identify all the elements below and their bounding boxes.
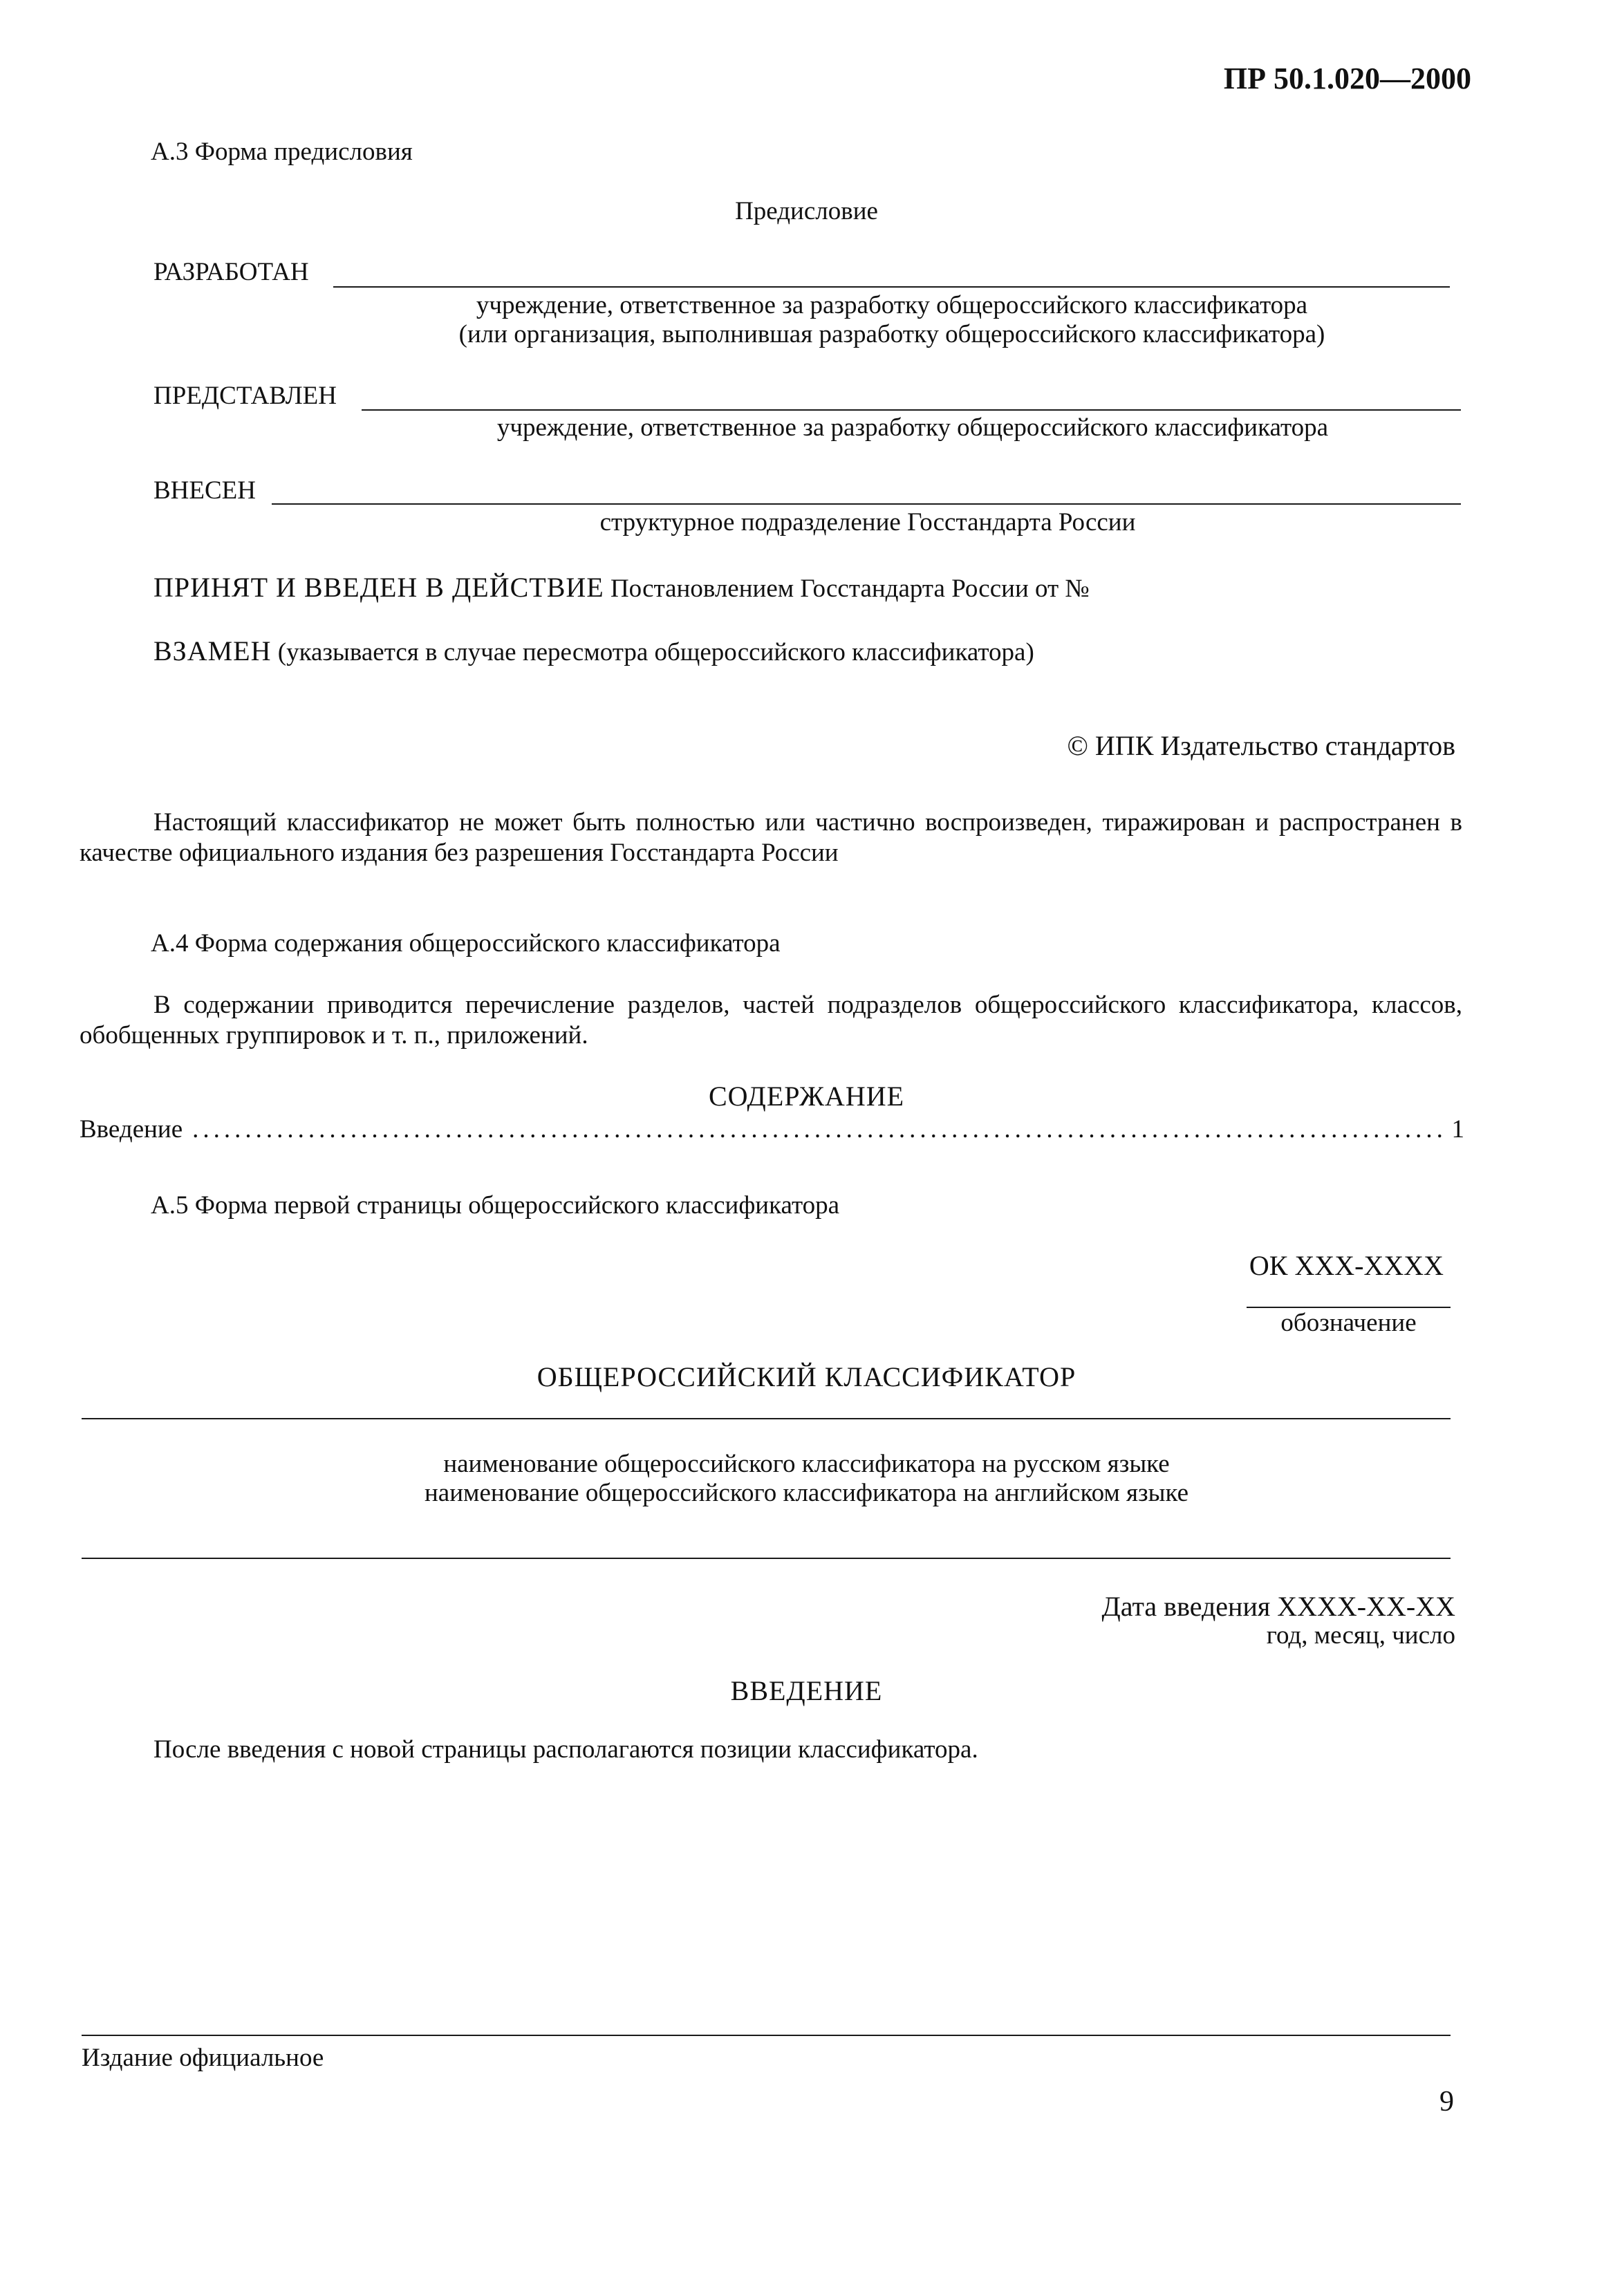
document-code: ПР 50.1.020—2000 <box>1223 62 1471 95</box>
toc-leader-dots <box>192 1114 1442 1145</box>
developed-label: РАЗРАБОТАН <box>153 258 309 286</box>
official-edition-label: Издание официальное <box>82 2044 324 2072</box>
presented-hint: учреждение, ответственное за разработку общероссийского классификатора <box>496 413 1329 442</box>
introduction-title: ВВЕДЕНИЕ <box>730 1675 883 1706</box>
section-a3-heading: А.3 Форма предисловия <box>151 138 413 166</box>
classifier-name-ru: наименование общероссийского классификатора на русском языке <box>443 1450 1170 1478</box>
classifier-title: ОБЩЕРОССИЙСКИЙ КЛАССИФИКАТОР <box>537 1361 1076 1392</box>
classifier-name-en: наименование общероссийского классификатора на английском языке <box>425 1479 1188 1507</box>
name-bottom-line <box>82 1558 1451 1559</box>
footer-line <box>82 2035 1451 2036</box>
contents-title: СОДЕРЖАНИЕ <box>708 1081 905 1112</box>
developed-hint-2: (или организация, выполнившая разработку общероссийского классификатора) <box>458 320 1325 348</box>
replaced-label: ВЗАМЕН <box>153 635 272 666</box>
name-top-line <box>82 1418 1451 1419</box>
adopted-label: ПРИНЯТ И ВВЕДЕН В ДЕЙСТВИЕ <box>153 572 604 603</box>
classifier-code: ОК ХХХ-ХХХХ <box>1249 1250 1444 1281</box>
toc-entry <box>80 1114 1464 1145</box>
presented-label: ПРЕДСТАВЛЕН <box>153 382 337 410</box>
developed-line <box>333 286 1450 288</box>
introduction-text: После введения с новой страницы располагаются позиции классификатора. <box>153 1735 978 1764</box>
page-number: 9 <box>1439 2086 1454 2118</box>
introduced-hint: структурное подразделение Госстандарта России <box>599 508 1136 536</box>
section-a4-heading: А.4 Форма содержания общероссийского классификатора <box>151 929 781 958</box>
toc-entry-page: 1 <box>1451 1115 1464 1144</box>
toc-entry-label: Введение <box>80 1115 183 1144</box>
code-hint: обозначение <box>1280 1309 1417 1337</box>
introduced-label: ВНЕСЕН <box>153 476 256 505</box>
introduced-line <box>272 503 1461 505</box>
introduction-date-hint: год, месяц, число <box>1266 1621 1455 1650</box>
replaced-line <box>153 635 1034 668</box>
adopted-text: Постановлением Госстандарта России от № <box>610 575 1090 603</box>
contents-description: В содержании приводится перечисление разделов, частей подразделов общероссийского классификатора, классов, обобщенных группировок и т. п., приложений. <box>80 991 1462 1050</box>
presented-line <box>362 409 1461 411</box>
introduction-date: Дата введения ХХХХ-ХХ-ХХ <box>1101 1591 1455 1622</box>
replaced-text: (указывается в случае пересмотра общероссийского классификатора) <box>277 638 1034 666</box>
foreword-title: Предисловие <box>735 197 878 225</box>
section-a5-heading: А.5 Форма первой страницы общероссийского классификатора <box>151 1191 840 1220</box>
copyright-notice: © ИПК Издательство стандартов <box>1067 730 1455 761</box>
adopted-line <box>153 571 1090 604</box>
developed-hint-1: учреждение, ответственное за разработку общероссийского классификатора <box>476 291 1308 319</box>
reproduction-notice: Настоящий классификатор не может быть полностью или частично воспроизведен, тиражирован и распространен в качестве официального издания без разрешения Госстандарта России <box>80 808 1462 868</box>
